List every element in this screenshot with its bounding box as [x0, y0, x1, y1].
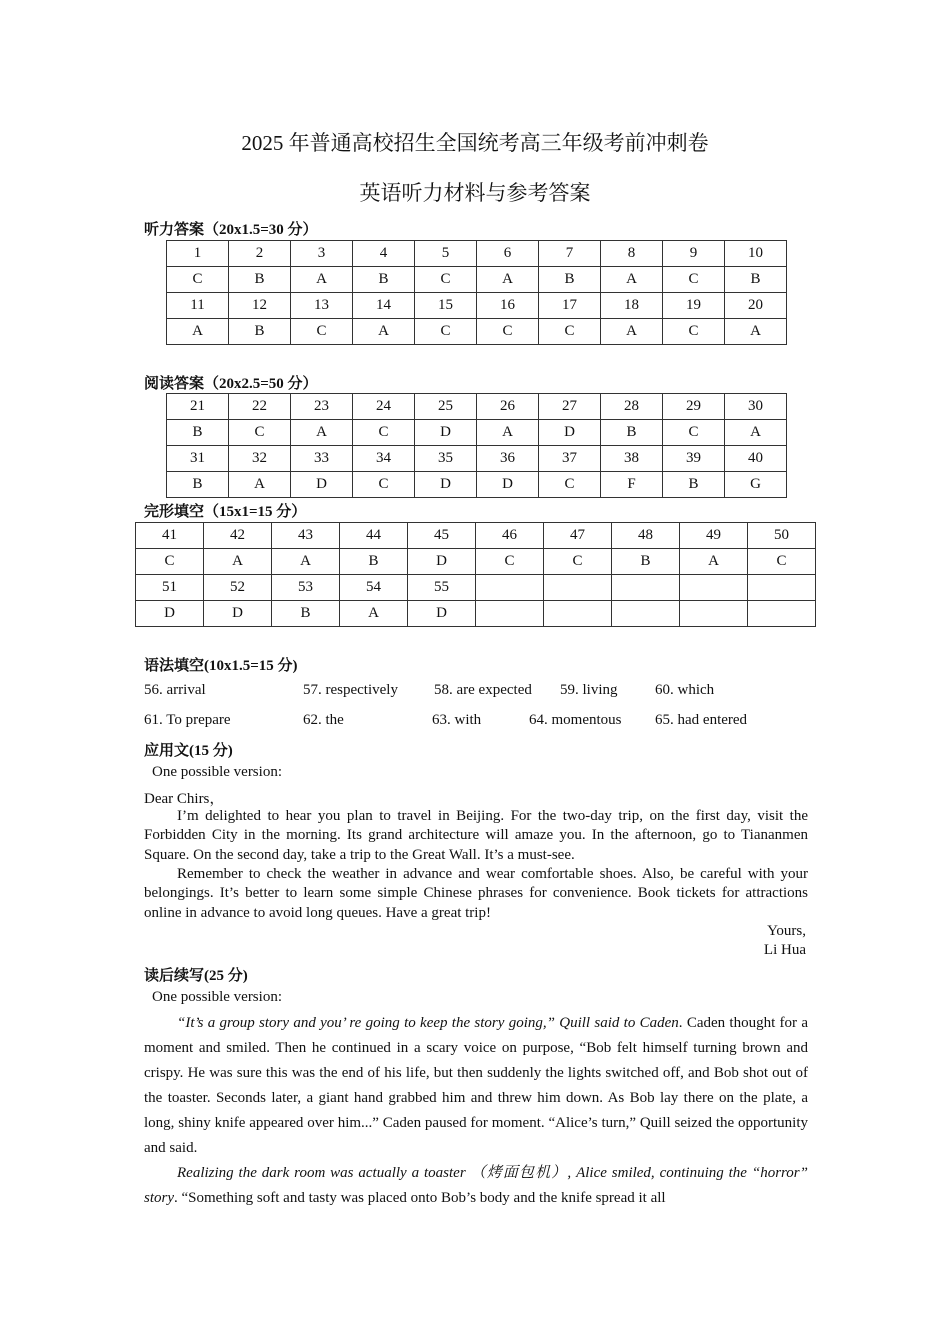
- table-cell: [544, 601, 612, 627]
- table-cell: 22: [229, 394, 291, 420]
- practical-heading: 应用文(15 分): [144, 743, 233, 759]
- table-cell: D: [477, 472, 539, 498]
- table-cell: D: [539, 420, 601, 446]
- table-cell: A: [601, 319, 663, 345]
- table-cell: A: [725, 319, 787, 345]
- table-cell: A: [353, 319, 415, 345]
- table-cell: 7: [539, 241, 601, 267]
- table-cell: F: [601, 472, 663, 498]
- table-cell: B: [539, 267, 601, 293]
- letter-paragraph-2: Remember to check the weather in advance and wear comfortable shoes. Also, be careful with your belongings. It’s better to learn some simple Chinese phrases for convenience. Book tickets for attractions online in advance to avoid long queues. Have a great trip!: [144, 866, 808, 921]
- table-cell: B: [229, 267, 291, 293]
- table-cell: C: [136, 549, 204, 575]
- table-cell: 2: [229, 241, 291, 267]
- table-cell: [476, 575, 544, 601]
- table-cell: 18: [601, 293, 663, 319]
- table-row: [136, 601, 816, 627]
- table-cell: 26: [477, 394, 539, 420]
- table-cell: 35: [415, 446, 477, 472]
- table-cell: A: [725, 420, 787, 446]
- table-cell: 27: [539, 394, 601, 420]
- table-row: [136, 523, 816, 549]
- table-cell: 50: [748, 523, 816, 549]
- table-cell: 45: [408, 523, 476, 549]
- table-cell: [544, 575, 612, 601]
- table-row: [167, 446, 787, 472]
- table-cell: 13: [291, 293, 353, 319]
- table-cell: 29: [663, 394, 725, 420]
- table-cell: D: [408, 549, 476, 575]
- table-cell: B: [663, 472, 725, 498]
- table-cell: A: [291, 267, 353, 293]
- table-cell: B: [167, 420, 229, 446]
- table-cell: 31: [167, 446, 229, 472]
- table-cell: [476, 601, 544, 627]
- table-cell: C: [229, 420, 291, 446]
- table-cell: 21: [167, 394, 229, 420]
- cloze-heading: 完形填空（15x1=15 分）: [144, 504, 307, 520]
- table-cell: D: [204, 601, 272, 627]
- grammar-heading: 语法填空(10x1.5=15 分): [144, 658, 298, 674]
- reading-answer-table: [166, 393, 787, 498]
- grammar-item: 62. the: [303, 712, 344, 728]
- table-row: [136, 575, 816, 601]
- table-cell: 24: [353, 394, 415, 420]
- table-cell: 10: [725, 241, 787, 267]
- story-paragraph-1-text: . Caden thought for a moment and smiled. Then he continued in a scary voice on purpose, “Bob felt himself turning brown and crispy. He was sure this was the end of his life, but then suddenly the lights switched off, and Bob shot out of the toaster. Seconds later, a giant hand grabbed him and threw him down. As Bob lay there on the plate, a long, shiny knife appeared over him...” Caden paused for moment. “Alice’s turn,” Quill seized the opportunity and said.: [144, 1015, 808, 1156]
- table-cell: B: [612, 549, 680, 575]
- story-paragraph-1-lead: “It’s a group story and you’ re going to keep the story going,” Quill said to Caden: [177, 1015, 679, 1031]
- letter-paragraph-1: I’m delighted to hear you plan to travel in Beijing. For the two-day trip, on the first day, visit the Forbidden City in the morning. Its grand architecture will amaze you. In the afternoon, go to Tiananmen Square. On the second day, take a trip to the Great Wall. It’s a must-see.: [144, 808, 808, 863]
- table-cell: C: [167, 267, 229, 293]
- grammar-item: 61. To prepare: [144, 712, 231, 728]
- table-cell: B: [229, 319, 291, 345]
- grammar-item: 64. momentous: [529, 712, 622, 728]
- table-cell: 52: [204, 575, 272, 601]
- table-cell: 55: [408, 575, 476, 601]
- table-cell: 16: [477, 293, 539, 319]
- table-cell: [680, 575, 748, 601]
- table-cell: C: [663, 267, 725, 293]
- table-cell: [680, 601, 748, 627]
- continuation-version-label: One possible version:: [152, 989, 282, 1005]
- table-cell: 6: [477, 241, 539, 267]
- table-cell: 37: [539, 446, 601, 472]
- grammar-item: 58. are expected: [434, 682, 532, 698]
- table-cell: D: [415, 472, 477, 498]
- table-row: [167, 420, 787, 446]
- table-row: [167, 293, 787, 319]
- table-cell: 32: [229, 446, 291, 472]
- table-cell: 34: [353, 446, 415, 472]
- table-cell: B: [340, 549, 408, 575]
- story-paragraph-2: [144, 1161, 808, 1211]
- practical-version-label: One possible version:: [152, 764, 282, 780]
- table-cell: [748, 575, 816, 601]
- table-cell: C: [663, 319, 725, 345]
- table-cell: 3: [291, 241, 353, 267]
- table-cell: 53: [272, 575, 340, 601]
- table-cell: 54: [340, 575, 408, 601]
- table-row: [167, 394, 787, 420]
- table-cell: 28: [601, 394, 663, 420]
- table-cell: G: [725, 472, 787, 498]
- table-cell: 5: [415, 241, 477, 267]
- table-cell: 49: [680, 523, 748, 549]
- listening-heading: 听力答案（20x1.5=30 分）: [144, 222, 318, 238]
- table-cell: 4: [353, 241, 415, 267]
- table-cell: C: [539, 472, 601, 498]
- continuation-heading: 读后续写(25 分): [144, 968, 248, 984]
- table-cell: A: [680, 549, 748, 575]
- table-cell: C: [415, 267, 477, 293]
- cloze-answer-table: [135, 522, 816, 627]
- table-cell: 1: [167, 241, 229, 267]
- table-cell: C: [415, 319, 477, 345]
- table-cell: 42: [204, 523, 272, 549]
- table-cell: A: [229, 472, 291, 498]
- table-cell: 9: [663, 241, 725, 267]
- table-cell: 17: [539, 293, 601, 319]
- table-cell: C: [477, 319, 539, 345]
- table-cell: 46: [476, 523, 544, 549]
- table-cell: C: [539, 319, 601, 345]
- letter-closing: Yours,: [767, 923, 806, 939]
- table-cell: A: [340, 601, 408, 627]
- table-cell: B: [353, 267, 415, 293]
- table-cell: [612, 601, 680, 627]
- story-paragraph-2-text: . “Something soft and tasty was placed onto Bob’s body and the knife spread it all: [174, 1190, 666, 1206]
- table-cell: A: [291, 420, 353, 446]
- letter-greeting: Dear Chirs，: [144, 791, 225, 807]
- table-cell: C: [663, 420, 725, 446]
- table-cell: A: [477, 267, 539, 293]
- table-cell: 36: [477, 446, 539, 472]
- table-cell: 23: [291, 394, 353, 420]
- table-cell: 14: [353, 293, 415, 319]
- table-cell: 43: [272, 523, 340, 549]
- listening-answer-table: [166, 240, 787, 345]
- grammar-item: 56. arrival: [144, 682, 206, 698]
- table-cell: 41: [136, 523, 204, 549]
- table-cell: D: [415, 420, 477, 446]
- table-cell: [612, 575, 680, 601]
- table-cell: D: [291, 472, 353, 498]
- table-cell: 39: [663, 446, 725, 472]
- table-cell: 44: [340, 523, 408, 549]
- table-row: [167, 267, 787, 293]
- table-cell: 11: [167, 293, 229, 319]
- reading-heading: 阅读答案（20x2.5=50 分）: [144, 376, 318, 392]
- page-subtitle: 英语听力材料与参考答案: [359, 181, 591, 205]
- table-cell: C: [476, 549, 544, 575]
- table-cell: 47: [544, 523, 612, 549]
- table-cell: C: [353, 472, 415, 498]
- page-title: 2025 年普通高校招生全国统考高三年级考前冲刺卷: [241, 131, 709, 155]
- table-cell: A: [204, 549, 272, 575]
- story-paragraph-2-lead: Realizing the dark room was actually a toaster （烤面包机）, Alice smiled, continuing the “horror” story: [144, 1165, 808, 1206]
- story-paragraph-1: [144, 1011, 808, 1161]
- table-cell: B: [601, 420, 663, 446]
- table-cell: [748, 601, 816, 627]
- table-cell: A: [601, 267, 663, 293]
- grammar-item: 65. had entered: [655, 712, 748, 728]
- table-cell: D: [136, 601, 204, 627]
- table-cell: B: [167, 472, 229, 498]
- grammar-item: 59. living: [560, 682, 618, 698]
- letter-signature: Li Hua: [763, 942, 806, 958]
- table-cell: A: [272, 549, 340, 575]
- table-cell: 33: [291, 446, 353, 472]
- table-cell: 19: [663, 293, 725, 319]
- table-cell: C: [748, 549, 816, 575]
- table-cell: 8: [601, 241, 663, 267]
- table-cell: A: [477, 420, 539, 446]
- table-row: [167, 241, 787, 267]
- grammar-item: 60. which: [655, 682, 715, 698]
- table-row: [167, 319, 787, 345]
- table-cell: 51: [136, 575, 204, 601]
- table-cell: 20: [725, 293, 787, 319]
- table-cell: 30: [725, 394, 787, 420]
- grammar-item: 57. respectively: [303, 682, 398, 698]
- table-cell: A: [167, 319, 229, 345]
- table-cell: C: [291, 319, 353, 345]
- table-cell: 25: [415, 394, 477, 420]
- table-cell: 15: [415, 293, 477, 319]
- table-cell: C: [353, 420, 415, 446]
- table-row: [136, 549, 816, 575]
- grammar-item: 63. with: [432, 712, 482, 728]
- table-cell: 48: [612, 523, 680, 549]
- table-cell: C: [544, 549, 612, 575]
- table-cell: 40: [725, 446, 787, 472]
- table-cell: B: [725, 267, 787, 293]
- table-row: [167, 472, 787, 498]
- table-cell: 38: [601, 446, 663, 472]
- table-cell: D: [408, 601, 476, 627]
- table-cell: B: [272, 601, 340, 627]
- table-cell: 12: [229, 293, 291, 319]
